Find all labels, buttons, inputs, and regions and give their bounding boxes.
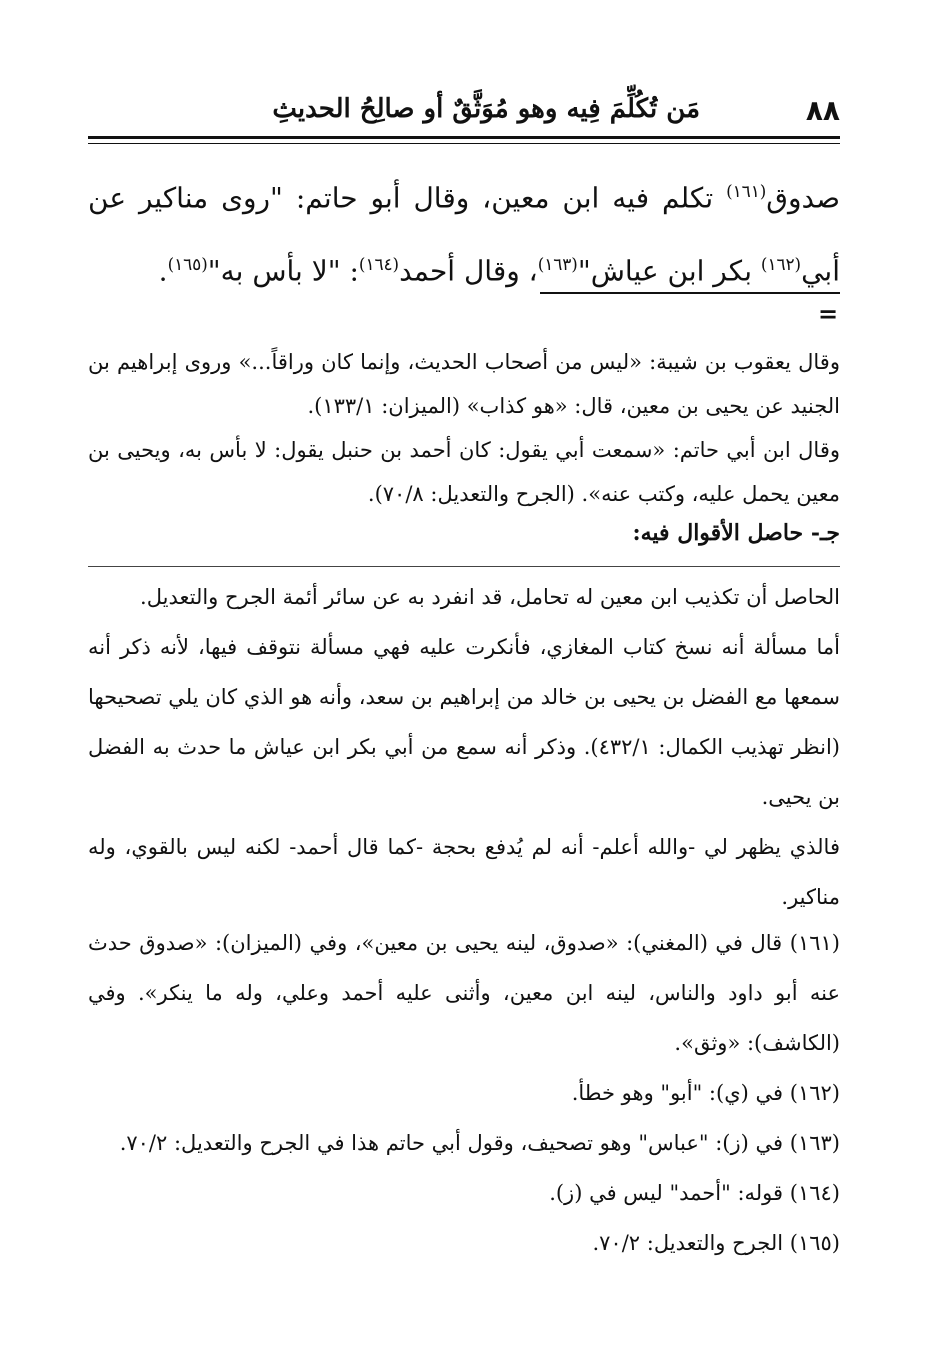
footnote-text: قال في (المغني): «صدوق، لينه يحيى بن معين»، وفي (الميزان): «صدوق حدث عنه أبو داود والناس، لينه ابن معين، وأثنى عليه أحمد وعلي، وله ما ينكر». وفي (الكاشف): «وثق». — [88, 931, 840, 1055]
header-rule-thin — [88, 143, 840, 144]
main-text — [88, 158, 840, 305]
section-body — [88, 572, 840, 922]
footnote-ref-165[interactable]: (١٦٥) — [167, 254, 208, 275]
footnote-number[interactable]: (١٦٥) — [789, 1231, 840, 1255]
header-rule-thick — [88, 136, 840, 139]
footnote — [88, 918, 840, 1068]
main-text-run: : "لا بأس به" — [207, 254, 359, 288]
footnote — [88, 1168, 840, 1218]
footnote-ref-163[interactable]: (١٦٣) — [537, 254, 578, 275]
main-text-run: صدوق — [766, 181, 840, 215]
footnote-number[interactable]: (١٦٣) — [789, 1131, 840, 1155]
continuation-mark: = — [818, 300, 839, 328]
footnote-text: قوله: "أحمد" ليس في (ز). — [549, 1181, 784, 1205]
body-paragraph-1: الحاصل أن تكذيب ابن معين له تحامل، قد انفرد به عن سائر أئمة الجرح والتعديل. — [140, 585, 840, 609]
footnote — [88, 1068, 840, 1118]
footnote-text: في (ي): "أبو" وهو خطأ. — [571, 1081, 784, 1105]
continuation-paragraph-1: وقال يعقوب بن شيبة: «ليس من أصحاب الحديث، وإنما كان وراقاً...» وروى إبراهيم بن الجنيد عن يحيى بن معين، قال: «هو كذاب» (الميزان: ١٣٣/١). — [88, 350, 840, 418]
footnote-continuation — [88, 340, 840, 516]
footnote-number[interactable]: (١٦٤) — [789, 1181, 840, 1205]
footnote-number[interactable]: (١٦٢) — [789, 1081, 840, 1105]
footnote-ref-164[interactable]: (١٦٤) — [358, 254, 400, 275]
section-heading: جـ- حاصل الأقوال فيه: — [632, 520, 840, 546]
footnote — [88, 1218, 840, 1268]
running-title: مَن تُكُلِّمَ فِيه وهو مُوَثَّقٌ أو صالِحُ الحديثِ — [272, 94, 700, 124]
footnote-ref-161[interactable]: (١٦١) — [726, 181, 767, 201]
body-paragraph-3: فالذي يظهر لي -والله أعلم- أنه لم يُدفع بحجة -كما قال أحمد- لكنه ليس بالقوي، وله مناكير. — [88, 835, 840, 909]
body-paragraph-2: أما مسألة أنه نسخ كتاب المغازي، فأنكرت عليه فهي مسألة نتوقف فيها، لأنه ذكر أنه سمعها مع الفضل بن يحيى بن خالد من إبراهيم بن سعد، وأنه هو الذي كان يلي تصحيحها (انظر تهذيب الكمال: ٤٣٢/١). وذكر أنه سمع من أبي بكر ابن عياش ما حدث به الفضل بن يحيى. — [88, 635, 840, 809]
main-paragraph — [88, 158, 840, 305]
main-text-run: ، وقال أحمد — [399, 254, 538, 288]
main-text-run: . — [158, 254, 168, 288]
continuation-paragraph-2: وقال ابن أبي حاتم: «سمعت أبي يقول: كان أحمد بن حنبل يقول: لا بأس به، ويحيى بن معين يحمل عليه، وكتب عنه». (الجرح والتعديل: ٧٠/٨). — [88, 438, 840, 506]
section-heading-rule — [88, 566, 840, 567]
footnote-divider — [540, 292, 840, 294]
main-text-run: تكلم فيه ابن معين، وقال أبو حاتم: "روى مناكير عن أبي — [88, 181, 840, 288]
page-header — [88, 88, 840, 134]
page-number: ٨٨ — [805, 94, 840, 127]
footnote-ref-162[interactable]: (١٦٢) — [760, 254, 802, 275]
footnote-text: في (ز): "عباس" وهو تصحيف، وقول أبي حاتم هذا في الجرح والتعديل: ٧٠/٢. — [119, 1131, 784, 1155]
footnotes — [88, 918, 840, 1268]
footnote — [88, 1118, 840, 1168]
footnote-text: الجرح والتعديل: ٧٠/٢. — [592, 1231, 784, 1255]
footnote-number[interactable]: (١٦١) — [789, 931, 840, 955]
main-text-run: بكر ابن عياش" — [577, 254, 761, 288]
